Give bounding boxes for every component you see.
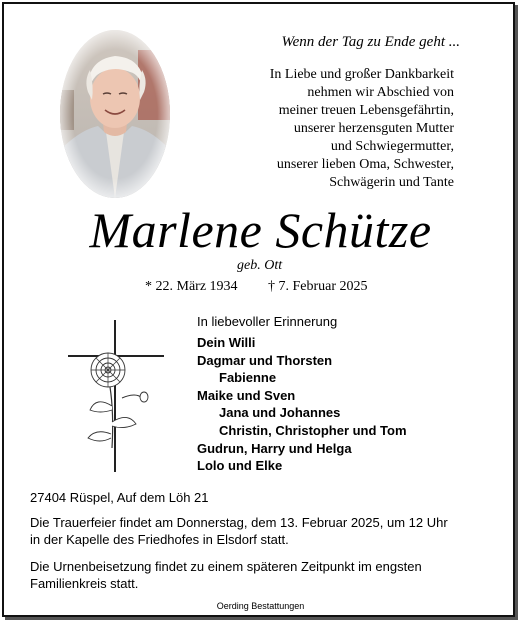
funeral-notice [30, 514, 500, 548]
urn-line: Die Urnenbeisetzung findet zu einem späteren Zeitpunkt im engsten [30, 559, 422, 574]
funeral-line: Die Trauerfeier findet am Donnerstag, dem 13. Februar 2025, um 12 Uhr [30, 515, 448, 530]
portrait-photo [60, 30, 170, 198]
portrait-image [60, 30, 170, 198]
cross-with-flower-icon [66, 318, 170, 474]
birth-date: * 22. März 1934 [145, 279, 238, 294]
memory-heading: In liebevoller Erinnerung [197, 314, 338, 329]
intro-line: unserer herzensguten Mutter [293, 121, 454, 136]
family-member: Gudrun, Harry und Helga [197, 440, 352, 456]
family-member: Maike und Sven [197, 387, 296, 403]
intro-line: nehmen wir Abschied von [307, 85, 454, 100]
family-member: Lolo und Elke [197, 458, 283, 474]
family-member: Christin, Christopher und Tom [219, 422, 407, 438]
family-member: Dagmar und Thorsten [197, 352, 333, 368]
intro-line: meiner treuen Lebensgefährtin, [278, 103, 454, 118]
death-date: † 7. Februar 2025 [268, 279, 368, 294]
urn-notice [30, 558, 500, 592]
intro-line: Schwägerin und Tante [329, 175, 454, 190]
family-member: Fabienne [219, 370, 277, 386]
intro-line: und Schwiegermutter, [330, 139, 454, 154]
intro-line: In Liebe und großer Dankbarkeit [269, 67, 454, 82]
family-member: Dein Willi [197, 335, 256, 350]
undertaker-credit: Oerding Bestattungen [216, 601, 305, 611]
family-member: Jana und Johannes [219, 405, 341, 421]
address: 27404 Rüspel, Auf dem Löh 21 [30, 490, 209, 505]
deceased-name: Marlene Schütze [89, 202, 432, 258]
intro-text [210, 66, 454, 192]
intro-line: unserer lieben Oma, Schwester, [276, 157, 454, 172]
family-list [197, 334, 497, 475]
urn-line: Familienkreis statt. [30, 576, 139, 591]
motto: Wenn der Tag zu Ende geht ... [281, 34, 460, 50]
funeral-line: in der Kapelle des Friedhofes in Elsdorf statt. [30, 532, 289, 547]
birth-name: geb. Ott [237, 258, 283, 273]
